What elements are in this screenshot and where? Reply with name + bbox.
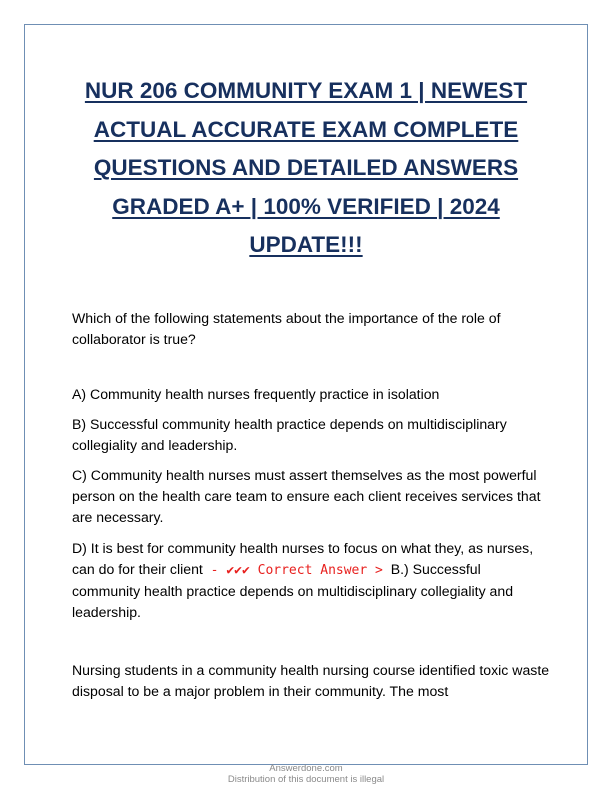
- option-b: B) Successful community health practice depends on multidisciplinary collegiality and leadership.: [72, 416, 507, 453]
- correct-answer-marker: - ✔✔✔ Correct Answer >: [202, 563, 391, 578]
- question-1-stem: Which of the following statements about the importance of the role of collaborator is true?: [72, 310, 501, 347]
- footer-notice: Distribution of this document is illegal: [227, 774, 385, 785]
- footer-site: Answerdone.com: [269, 763, 343, 774]
- option-a: A) Community health nurses frequently practice in isolation: [72, 386, 440, 402]
- option-d: D) It is best for community health nurses to focus on what they, as nurses, can do for their client: [72, 540, 534, 577]
- option-c: C) Community health nurses must assert themselves as the most powerful person on the health care team to ensure each client receives services that are necessary.: [72, 467, 541, 525]
- document-title: NUR 206 COMMUNITY EXAM 1 | NEWEST ACTUAL ACCURATE EXAM COMPLETE QUESTIONS AND DETAILED ANSWERS GRADED A+ | 100% VERIFIED | 2024 UPDATE!!!: [84, 78, 528, 257]
- correct-answer-text: B.) Successful community health practice depends on multidisciplinary collegiality and leadership.: [72, 561, 514, 620]
- option-d-with-answer: [72, 538, 552, 623]
- question-2-stem: Nursing students in a community health nursing course identified toxic waste disposal to be a major problem in their community. The most: [72, 662, 550, 699]
